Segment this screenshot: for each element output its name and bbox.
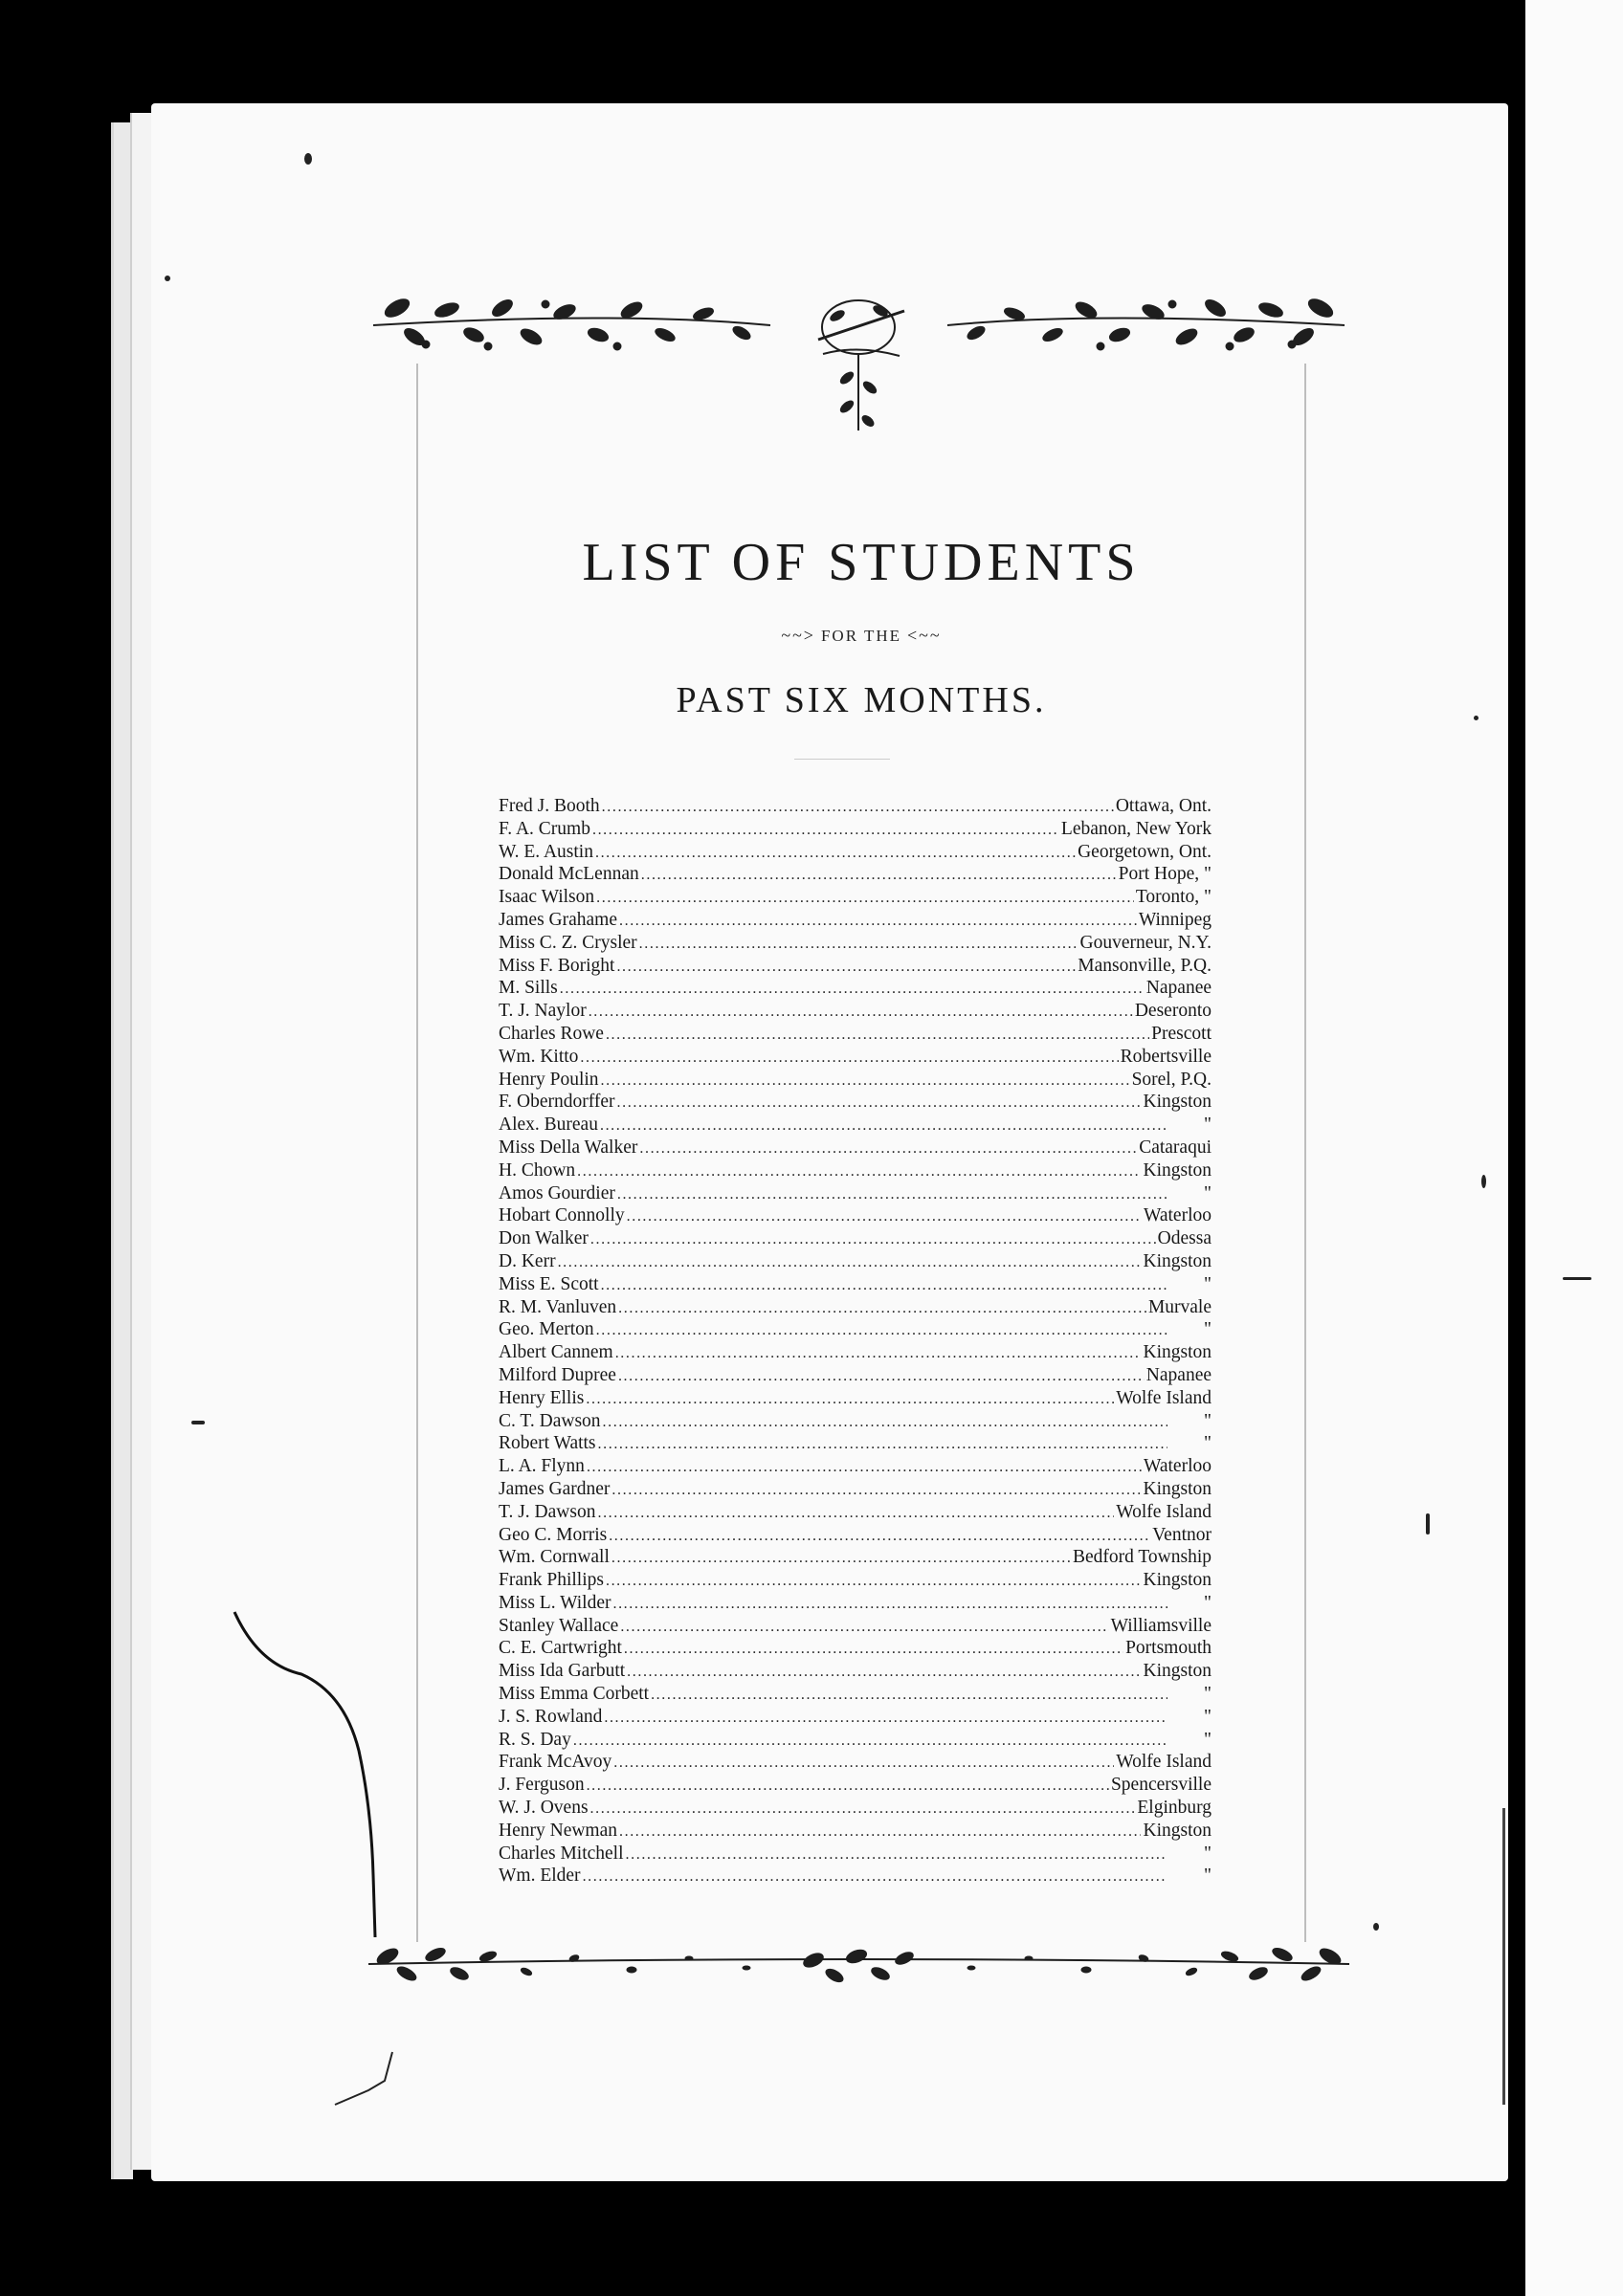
student-row <box>499 1592 1212 1615</box>
student-name: Stanley Wallace <box>499 1615 619 1636</box>
student-name: W. J. Ovens <box>499 1798 589 1819</box>
student-name: Miss Ida Garbutt <box>499 1661 626 1682</box>
student-name: Miss E. Scott <box>499 1273 599 1294</box>
scan-crack-mark <box>230 1607 440 1942</box>
leader-dots <box>606 1570 1142 1593</box>
student-name: Charles Rowe <box>499 1023 604 1044</box>
student-row <box>499 1182 1212 1205</box>
scan-speck <box>1481 1175 1486 1188</box>
leader-dots <box>580 1047 1118 1070</box>
student-name: James Gardner <box>499 1478 611 1499</box>
student-name: C. E. Cartwright <box>499 1638 622 1659</box>
leader-dots <box>587 1775 1109 1798</box>
divider <box>794 759 890 760</box>
leader-dots <box>604 1707 1167 1730</box>
student-name: Hobart Connolly <box>499 1205 625 1226</box>
student-hometown: Toronto, " <box>1135 887 1212 908</box>
leader-dots <box>616 956 1076 979</box>
student-row <box>499 1683 1212 1706</box>
adjacent-page-strip <box>1525 0 1623 2296</box>
scan-speck <box>191 1421 205 1424</box>
student-row <box>499 1797 1212 1820</box>
student-name: Frank Phillips <box>499 1570 604 1591</box>
student-row <box>499 1069 1212 1092</box>
student-hometown: Wolfe Island <box>1116 1387 1212 1408</box>
student-row <box>499 1524 1212 1547</box>
leader-dots <box>596 887 1134 910</box>
student-name: C. T. Dawson <box>499 1410 601 1431</box>
student-name: Henry Ellis <box>499 1387 585 1408</box>
frame-right-rule <box>1304 364 1306 1942</box>
leader-dots <box>596 1319 1167 1342</box>
student-row <box>499 1546 1212 1569</box>
student-hometown: Portsmouth <box>1125 1638 1212 1659</box>
student-hometown: Port Hope, " <box>1118 864 1212 885</box>
student-hometown: " <box>1204 1410 1212 1431</box>
leader-dots <box>641 864 1117 887</box>
page-edge <box>130 113 151 2170</box>
student-row <box>499 1455 1212 1478</box>
student-hometown: Williamsville <box>1110 1615 1212 1636</box>
student-hometown: Georgetown, Ont. <box>1078 841 1212 862</box>
leader-dots <box>606 1024 1149 1047</box>
leader-dots <box>612 1593 1167 1616</box>
leader-dots <box>583 1866 1167 1888</box>
student-hometown: Ottawa, Ont. <box>1115 796 1212 816</box>
student-row <box>499 1660 1212 1683</box>
student-row <box>499 1273 1212 1296</box>
student-name: Miss C. Z. Crysler <box>499 932 637 953</box>
student-hometown: Mansonville, P.Q. <box>1078 955 1212 976</box>
student-hometown: " <box>1204 1843 1212 1864</box>
student-name: J. S. Rowland <box>499 1706 603 1727</box>
student-name: F. Oberndorffer <box>499 1092 615 1113</box>
student-row <box>499 1250 1212 1273</box>
student-row <box>499 1820 1212 1843</box>
student-hometown: Waterloo <box>1144 1456 1212 1477</box>
student-row <box>499 1774 1212 1797</box>
student-row <box>499 1706 1212 1729</box>
student-hometown: Murvale <box>1147 1296 1212 1317</box>
leader-dots <box>590 1228 1156 1251</box>
leader-dots <box>598 1433 1167 1456</box>
bottom-oak-leaf-ornament <box>364 1937 1354 1995</box>
student-hometown: " <box>1204 1273 1212 1294</box>
page-gutter-line <box>1502 1808 1505 2105</box>
student-name: F. A. Crumb <box>499 818 590 839</box>
student-name: Miss Della Walker <box>499 1137 638 1158</box>
leader-dots <box>651 1684 1167 1707</box>
leader-dots <box>639 1137 1137 1160</box>
student-row <box>499 886 1212 909</box>
leader-dots <box>601 1274 1167 1297</box>
student-hometown: Robertsville <box>1120 1046 1212 1067</box>
student-name: M. Sills <box>499 978 558 999</box>
student-hometown: " <box>1204 1684 1212 1705</box>
student-row <box>499 1387 1212 1410</box>
scan-crack-mark <box>325 2047 402 2124</box>
leader-dots <box>613 1752 1114 1775</box>
student-name: D. Kerr <box>499 1250 556 1271</box>
student-row <box>499 1204 1212 1227</box>
student-hometown: Ventnor <box>1152 1524 1212 1545</box>
leader-dots <box>558 1251 1142 1274</box>
student-hometown: Napanee <box>1145 978 1212 999</box>
student-name: Geo. Merton <box>499 1319 594 1340</box>
subtitle-line <box>383 626 1340 646</box>
student-name: Don Walker <box>499 1228 589 1249</box>
student-row <box>499 1615 1212 1638</box>
student-name: T. J. Naylor <box>499 1001 587 1022</box>
student-row <box>499 1478 1212 1501</box>
leader-dots <box>617 1183 1167 1206</box>
leader-dots <box>624 1638 1123 1661</box>
student-name: Charles Mitchell <box>499 1843 624 1864</box>
student-row <box>499 1341 1212 1364</box>
student-row <box>499 1046 1212 1069</box>
student-hometown: Kingston <box>1143 1570 1212 1591</box>
subtitle-text: FOR THE <box>820 627 902 645</box>
student-hometown: Kingston <box>1143 1250 1212 1271</box>
student-name: J. Ferguson <box>499 1775 585 1796</box>
student-hometown: " <box>1204 1115 1212 1136</box>
student-name: Alex. Bureau <box>499 1115 598 1136</box>
student-hometown: " <box>1204 1729 1212 1750</box>
student-row <box>499 1296 1212 1319</box>
student-hometown: Odessa <box>1157 1228 1212 1249</box>
leader-dots <box>603 1411 1167 1434</box>
leader-dots <box>577 1160 1141 1183</box>
student-name: Isaac Wilson <box>499 887 595 908</box>
student-hometown: " <box>1204 1592 1212 1613</box>
leader-dots <box>595 842 1076 865</box>
flourish-right-icon: <~~ <box>907 626 942 645</box>
leader-dots <box>597 1502 1114 1525</box>
student-row <box>499 841 1212 864</box>
student-name: H. Chown <box>499 1159 576 1181</box>
leader-dots <box>602 796 1114 819</box>
page-title: LIST OF STUDENTS <box>582 533 1141 592</box>
top-oak-leaf-ornament <box>368 287 1349 440</box>
student-name: L. A. Flynn <box>499 1456 585 1477</box>
student-name: R. M. Vanluven <box>499 1296 617 1317</box>
leader-dots <box>615 1342 1142 1365</box>
student-name: Robert Watts <box>499 1433 596 1454</box>
leader-dots <box>639 933 1078 956</box>
student-row <box>499 1865 1212 1888</box>
student-name: Fred J. Booth <box>499 796 600 816</box>
scan-speck <box>1426 1513 1430 1534</box>
student-hometown: " <box>1204 1182 1212 1203</box>
student-row <box>499 818 1212 841</box>
leader-dots <box>592 819 1059 842</box>
leader-dots <box>586 1388 1114 1411</box>
student-row <box>499 955 1212 978</box>
student-list <box>499 795 1212 1888</box>
scan-speck <box>1373 1923 1379 1931</box>
student-row <box>499 1410 1212 1433</box>
student-hometown: Kingston <box>1143 1820 1212 1841</box>
student-hometown: Kingston <box>1143 1342 1212 1363</box>
student-name: Henry Newman <box>499 1820 617 1841</box>
student-name: W. E. Austin <box>499 841 593 862</box>
flourish-left-icon: ~~> <box>781 626 815 645</box>
student-hometown: Napanee <box>1145 1364 1212 1385</box>
student-name: Donald McLennan <box>499 864 639 885</box>
leader-dots <box>618 1297 1146 1320</box>
leader-dots <box>589 1001 1133 1024</box>
student-name: Wm. Kitto <box>499 1046 579 1067</box>
student-hometown: Lebanon, New York <box>1060 818 1212 839</box>
student-name: Henry Poulin <box>499 1069 599 1090</box>
student-row <box>499 1023 1212 1046</box>
student-hometown: Kingston <box>1143 1092 1212 1113</box>
student-name: Frank McAvoy <box>499 1752 612 1773</box>
student-hometown: Elginburg <box>1137 1798 1212 1819</box>
student-hometown: Prescott <box>1151 1023 1212 1044</box>
student-name: Wm. Cornwall <box>499 1547 610 1568</box>
student-hometown: Kingston <box>1143 1159 1212 1181</box>
scan-speck <box>165 276 170 281</box>
scan-speck <box>304 153 312 165</box>
student-name: Miss L. Wilder <box>499 1592 611 1613</box>
student-hometown: Gouverneur, N.Y. <box>1079 932 1212 953</box>
student-hometown: Sorel, P.Q. <box>1131 1069 1212 1090</box>
leader-dots <box>618 1365 1145 1388</box>
student-row <box>499 1729 1212 1752</box>
student-row <box>499 1227 1212 1250</box>
student-row <box>499 909 1212 932</box>
student-row <box>499 1637 1212 1660</box>
student-row <box>499 1751 1212 1774</box>
leader-dots <box>626 1843 1167 1866</box>
student-hometown: Bedford Township <box>1072 1547 1212 1568</box>
student-row <box>499 1159 1212 1182</box>
student-hometown: Kingston <box>1143 1661 1212 1682</box>
leader-dots <box>560 978 1145 1001</box>
student-row <box>499 1843 1212 1866</box>
leader-dots <box>609 1525 1150 1548</box>
leader-dots <box>573 1730 1167 1753</box>
leader-dots <box>619 910 1137 933</box>
student-row <box>499 977 1212 1000</box>
leader-dots <box>611 1479 1141 1502</box>
student-name: R. S. Day <box>499 1729 571 1750</box>
student-row <box>499 1137 1212 1159</box>
student-hometown: Deseronto <box>1134 1001 1212 1022</box>
scan-speck <box>1474 716 1478 720</box>
student-row <box>499 1501 1212 1524</box>
student-name: Amos Gourdier <box>499 1182 615 1203</box>
student-name: T. J. Dawson <box>499 1501 596 1522</box>
leader-dots <box>627 1205 1142 1228</box>
student-name: Wm. Elder <box>499 1866 581 1887</box>
leader-dots <box>601 1070 1130 1093</box>
student-hometown: Winnipeg <box>1138 909 1212 930</box>
student-hometown: " <box>1204 1706 1212 1727</box>
leader-dots <box>619 1821 1141 1843</box>
student-hometown: Wolfe Island <box>1116 1752 1212 1773</box>
student-row <box>499 1318 1212 1341</box>
student-row <box>499 1432 1212 1455</box>
student-row <box>499 1000 1212 1023</box>
student-hometown: Kingston <box>1143 1478 1212 1499</box>
student-hometown: Wolfe Island <box>1116 1501 1212 1522</box>
leader-dots <box>617 1092 1142 1115</box>
student-name: Albert Cannem <box>499 1342 613 1363</box>
leader-dots <box>627 1661 1141 1684</box>
student-hometown: " <box>1204 1866 1212 1887</box>
student-hometown: Cataraqui <box>1139 1137 1212 1158</box>
leader-dots <box>587 1456 1142 1479</box>
student-hometown: " <box>1204 1319 1212 1340</box>
student-hometown: Waterloo <box>1144 1205 1212 1226</box>
period-heading: PAST SIX MONTHS. <box>676 680 1047 720</box>
leader-dots <box>611 1547 1071 1570</box>
leader-dots <box>590 1798 1136 1821</box>
student-name: Geo C. Morris <box>499 1524 608 1545</box>
student-name: James Grahame <box>499 909 617 930</box>
student-row <box>499 1364 1212 1387</box>
student-row <box>499 1114 1212 1137</box>
student-hometown: " <box>1204 1433 1212 1454</box>
student-row <box>499 863 1212 886</box>
student-name: Miss F. Boright <box>499 955 615 976</box>
leader-dots <box>600 1115 1167 1137</box>
scan-speck <box>1563 1277 1591 1280</box>
leader-dots <box>620 1616 1108 1639</box>
student-row <box>499 795 1212 818</box>
student-name: Milford Dupree <box>499 1364 616 1385</box>
student-row <box>499 932 1212 955</box>
student-row <box>499 1569 1212 1592</box>
student-row <box>499 1091 1212 1114</box>
student-hometown: Spencersville <box>1110 1775 1212 1796</box>
student-name: Miss Emma Corbett <box>499 1684 650 1705</box>
